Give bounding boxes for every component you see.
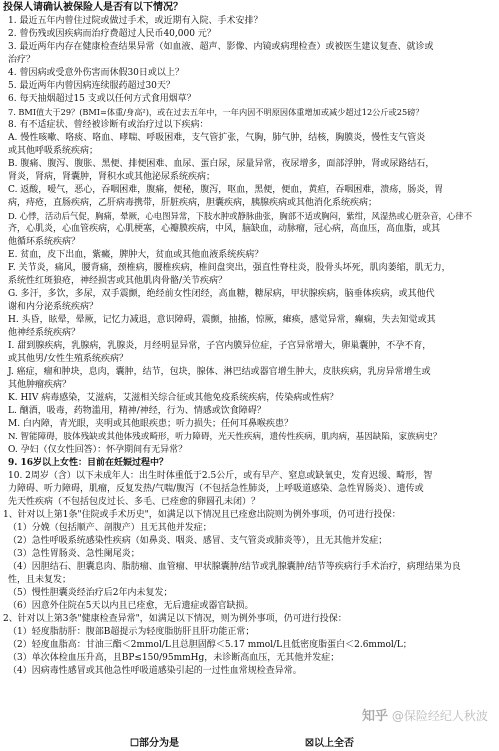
- line-23: 谢和内分泌系统疾病？: [8, 302, 99, 312]
- line-28: J. 癌症，瘤和肿块，息肉，囊肿，结节，包块，腺体、淋巴结或器官增生肿大，皮肤疾病，乳房异常增生或: [8, 367, 431, 377]
- line-43: （4）因胆结石、胆囊息肉、脂肪瘤、血管瘤、甲状腺囊肿/结节或乳腺囊肿/结节等疾病行手术治疗，病理结果为良: [8, 562, 461, 572]
- line-40: （1）分娩（包括顺产、剖腹产）且无其他并发症；: [8, 523, 212, 533]
- line-33: N. 智能障碍，肢体残缺或其他体残或畸形，听力障碍，光天性疾病，遗传性疾病，肌肉病，基因缺陷，家族病史？: [8, 432, 442, 442]
- line-47: 2、针对以上第3条"健康检查异常"，如满足以下情况，则为例外事项，仍可进行投保：: [3, 614, 347, 624]
- line-22: G. 多汗，多饮，多尿，双手震颤，绝经前女性闭经，高血糖，糖尿病，甲状腺疾病，脑垂体疾病，或其他代: [8, 289, 435, 299]
- line-21: 系统性红斑狼疮，神经损害或其他肌肉骨骼/关节疾病？: [8, 276, 228, 286]
- line-32: M. 白内障，青光眼，夹明或其他眼疾患；听力损失；任何耳鼻喉疾患？: [8, 419, 293, 429]
- checkbox-unchecked-icon[interactable]: ☐: [130, 738, 139, 749]
- line-27: 或其他男/女性生殖系统疾病？: [8, 354, 129, 364]
- line-12: B. 腹痛、腹泻、腹胀、黑便、排便困难、血尿、蛋白尿，尿量异常，夜尿增多，面部浮肿，肾或尿路结石，: [8, 159, 435, 169]
- line-24: H. 头昏，眩晕，晕厥，记忆力减退，意识障碍，震颤，抽搐，惊厥，瘫痪，感觉异常，癫痫，失去知觉或其: [8, 315, 436, 325]
- line-15: 病，痔疮，直肠疾病，乙肝病毒携带，肝脏疾病，胆囊疾病，胰腺疾病或其他消化系统疾病；: [8, 198, 378, 208]
- line-01: 1. 最近五年内曾住过院或做过手术，或近期有入院、手术安排？: [8, 16, 263, 26]
- line-50: （3）单次体检血压升高，且BP≤150/95mmHg，未诊断高血压，无其他并发症；: [8, 653, 340, 663]
- line-08: 7. BMI值大于29？(BMI=体重/身高²)，或在过去五年中，一年内因不明原因体重增加或减少超过12公斤或25磅？: [8, 107, 424, 117]
- line-19: E. 贫血，皮下出血，紫癜，脾肿大，贫血或其他血液系统疾病？: [8, 250, 264, 260]
- line-10: A. 慢性咳嗽、咯痰、咯血、哮喘、呼吸困难，支气管扩张，气胸，肺气肿，结核，胸膜炎，慢性支气管炎: [8, 133, 426, 143]
- line-29: 其他肿瘤疾病？: [8, 380, 72, 390]
- line-46: （6）因意外住院在5天以内且已痊愈，无后遗症或器官缺损。: [8, 601, 254, 611]
- line-48: （1）轻度脂肪肝：腹部B超提示为轻度脂肪肝且肝功能正常；: [8, 627, 255, 637]
- line-45: （5）慢性胆囊炎经治疗后2年内未复发；: [8, 588, 173, 598]
- line-34: O. 孕妇（仅女性回答）：怀孕期间有无异常？: [8, 445, 188, 455]
- line-07: 6. 每天抽烟超过15 支或以任何方式食用烟草？: [8, 94, 196, 104]
- zhihu-logo: 知乎: [362, 709, 389, 724]
- answer-option-partial-yes[interactable]: [130, 734, 179, 749]
- line-16: D. 心悸，活动后气促，胸痛，晕厥，心电图异常，下肢水肿或静脉曲张，胸部不适或胸闷，紫绀，风湿热或心脏杂音，心律不: [8, 211, 472, 221]
- line-42: （3）急性胃肠炎、急性阑尾炎；: [8, 549, 140, 559]
- line-17: 齐，心肌炎，心血管疾病，心肌梗塞，心瓣膜疾病，中风，脑缺血，动脉瘤，冠心病，高血压，高血脂，或其: [8, 224, 441, 234]
- line-36: 10. 2周岁（含）以下未成年人：出生时体重低于2.5公斤，或有早产、窒息或缺氧史，发育迟缓、畸形，智: [8, 471, 433, 481]
- line-11: 或其他呼吸系统疾病；: [8, 146, 99, 156]
- line-30: K. HIV 病毒感染，艾滋病，艾滋相关综合征或其他免疫系统疾病，传染病或性病？: [8, 393, 339, 403]
- line-49: （2）轻度血脂高：甘油三酯＜2mmol/L且总胆固醇＜5.17 mmol/L且低密度脂蛋白＜2.6mmol/L；: [8, 640, 412, 650]
- line-09: 8. 有不适症状、曾经被诊断有或治疗过以下疾病：: [8, 120, 209, 130]
- all-no-label: 以上全否: [313, 738, 354, 749]
- line-51: （4）因病毒性感冒或其他急性呼吸道感染引起的一过性血常规检查异常。: [8, 666, 302, 676]
- answer-option-all-no[interactable]: [305, 734, 354, 749]
- line-13: 肾炎，肾病，肾囊肿，肾积水或其他泌尿系统疾病；: [8, 172, 216, 182]
- watermark: [362, 705, 488, 724]
- line-03: 3. 最近两年内存在健康检查结果异常（如血液、超声、影像、内镜或病理检查）或被医生建议复查、就诊或: [8, 42, 434, 52]
- line-06: 5. 最近两年内曾因病连续服药超过30天？: [8, 81, 175, 91]
- line-20: F. 关节炎，痛风，腰背痛，颈椎病，腰椎疾病，椎间盘突出，强直性脊柱炎，股骨头坏死，肌肉萎缩，肌无力，: [8, 263, 451, 273]
- line-44: 性，且未复发；: [8, 575, 72, 585]
- line-31: L. 酗酒，吸毒，药物滥用，精神/神经，行为、情感或饮食障碍？: [8, 406, 266, 416]
- line-41: （2）急性呼吸系统感染性疾病（如鼻炎、咽炎、感冒、支气管炎或肺炎等），且无其他并发症；: [8, 536, 388, 546]
- line-37: 力障碍、听力障碍，肌瘤，反复发热/气喘/腹泻（不包括急性肺炎，上呼吸道感染、急性胃肠炎）、遗传或: [8, 484, 424, 494]
- line-05: 4. 曾因病或受意外伤害而休假30日或以上？: [8, 68, 184, 78]
- partial-yes-label: 部分为是: [138, 738, 179, 749]
- line-04: 治疗？: [8, 55, 36, 65]
- watermark-handle: @保险经纪人秋波: [391, 709, 488, 723]
- line-26: I. 甜到腺疾病，乳腺病，乳腺炎，月经明显异常，子宫内膜异位症，子宫异常增大，卵巢囊肿，不孕不育，: [8, 341, 432, 351]
- document-title: 投保人请确认被保险人是否有以下情况？: [3, 2, 183, 13]
- line-39: 1、针对以上第1条"住院或手术历史"，如满足以下情况且已痊愈出院则为例外事项，仍可进行投保：: [3, 510, 401, 520]
- line-38: 先天性疾病（不包括包皮过长、多毛、已痊愈的卵圆孔未闭）？: [8, 497, 261, 507]
- checkbox-checked-icon[interactable]: ☒: [305, 738, 314, 749]
- line-25: 他神经系统疾病？: [8, 328, 81, 338]
- line-35: 9. 16岁以上女性：目前在妊娠过程中？: [8, 458, 169, 468]
- line-02: 2. 曾伤残或因疾病而治疗费超过人民币40,000 元？: [8, 29, 216, 39]
- line-18: 他循环系统疾病？: [8, 237, 81, 247]
- line-14: C. 返酸，嗳气，恶心，吞咽困难，腹痛，便秘，腹泻，呕血，黑便，便血，黄疸，吞咽困难，溃疡，肠炎，胃: [8, 185, 444, 195]
